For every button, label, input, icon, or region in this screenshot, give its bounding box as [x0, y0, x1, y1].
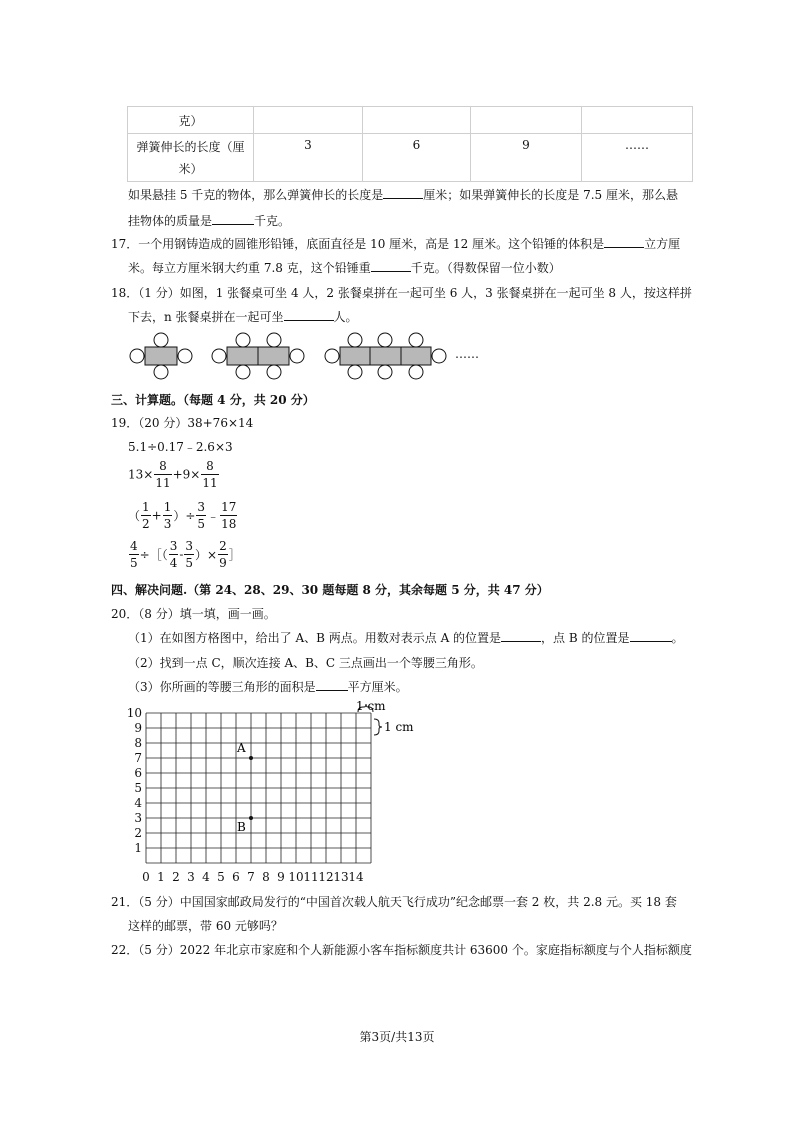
y-tick-label: 10 [126, 706, 142, 720]
chair-circle [378, 365, 392, 379]
chair-circle [290, 349, 304, 363]
unit-label-right: 1 cm [384, 720, 414, 734]
x-tick-label: 12 [318, 870, 334, 884]
fraction: $\frac{3}{5}$ [197, 500, 206, 531]
q17-line2: 米。每立方厘米钢大约重 7.8 克，这个铅锤重 千克。（得数保留一位小数） [128, 261, 561, 275]
point-b [249, 816, 253, 820]
table-rect [145, 347, 177, 365]
fraction: $\frac{4}{5}$ [130, 539, 138, 570]
y-tick-label: 2 [134, 826, 142, 840]
q16-line2: 挂物体的质量是 千克。 [128, 214, 291, 228]
y-tick-label: 8 [134, 736, 142, 750]
fraction: $\frac{8}{11}$ [155, 459, 171, 490]
fraction: $\frac{1}{2}$ [142, 500, 150, 531]
chair-circle [212, 349, 226, 363]
table-cell: 3 [254, 134, 363, 182]
chair-circle [178, 349, 192, 363]
chair-circle [432, 349, 446, 363]
y-tick-label: 3 [134, 811, 142, 825]
y-tick-label: 9 [134, 721, 142, 735]
point-a-label: A [237, 741, 246, 755]
q20-part3: （3）你所画的等腰三角形的面积是 平方厘米。 [128, 680, 408, 694]
chair-circle [348, 333, 362, 347]
q16-line1: 如果悬挂 5 千克的物体，那么弹簧伸长的长度是 厘米；如果弹簧伸长的长度是 7.5 厘米，那么悬 [128, 188, 678, 202]
table-cell: 克） [128, 107, 254, 134]
q18-line1: 18．（1 分）如图，1 张餐桌可坐 4 人，2 张餐桌拼在一起可坐 6 人，3 张餐桌拼在一起可坐 8 人，按这样拼 [111, 286, 692, 300]
spring-table [127, 106, 693, 182]
chair-circle [409, 365, 423, 379]
chair-circle [154, 333, 168, 347]
x-tick-label: 9 [277, 870, 285, 884]
table-rect [258, 347, 289, 365]
chair-circle [236, 365, 250, 379]
chair-circle [236, 333, 250, 347]
x-tick-label: 10 [288, 870, 304, 884]
table-rect [340, 347, 370, 365]
x-tick-label: 14 [348, 870, 364, 884]
chair-circle [378, 333, 392, 347]
y-tick-label: 1 [134, 841, 142, 855]
q20-part1: （1）在如图方格图中，给出了 A、B 两点。用数对表示点 A 的位置是 ，点 B 的位置是 。 [128, 631, 684, 645]
x-tick-label: 2 [172, 870, 180, 884]
chair-circle [348, 365, 362, 379]
answer-blank[interactable] [630, 630, 672, 642]
x-tick-label: 8 [262, 870, 270, 884]
x-tick-label: 6 [232, 870, 240, 884]
x-tick-label: 11 [303, 870, 319, 884]
q21-line1: 21．（5 分）中国国家邮政局发行的“中国首次载人航天飞行成功”纪念邮票一套 2 枚，共 2.8 元。买 18 套 [111, 895, 677, 909]
y-tick-label: 7 [134, 751, 142, 765]
q19-label: 19．（20 分）38+76×14 [111, 416, 254, 430]
coordinate-grid [118, 700, 428, 890]
x-tick-label: 5 [217, 870, 225, 884]
fraction: $\frac{1}{3}$ [163, 500, 172, 531]
chair-circle [325, 349, 339, 363]
table-cell: 9 [471, 134, 582, 182]
answer-blank[interactable] [212, 213, 254, 225]
answer-blank[interactable] [371, 260, 411, 272]
q17-line1: 17．一个用钢铸造成的圆锥形铅锤，底面直径是 10 厘米，高是 12 厘米。这个铅锤的体积是 立方厘 [111, 237, 681, 251]
fraction: $\frac{3}{4}$ [169, 539, 178, 570]
expression: $\frac{4}{5}$ ÷［（ $\frac{3}{4}$ - $\frac{3}{5}$ ）× $\frac{2}{9}$ ］ [130, 539, 241, 570]
table-row-label: 弹簧伸长的长度（厘 米） [128, 134, 254, 182]
table-cell [363, 107, 471, 134]
chair-circle [267, 333, 281, 347]
unit-label-top: 1 cm [356, 700, 386, 713]
q20-part2: （2）找到一点 C，顺次连接 A、B、C 三点画出一个等腰三角形。 [128, 656, 483, 670]
table-cell [471, 107, 582, 134]
table-cell: 6 [363, 134, 471, 182]
x-tick-label: 4 [202, 870, 210, 884]
y-tick-label: 4 [134, 796, 142, 810]
point-b-label: B [237, 820, 246, 834]
y-tick-label: 6 [134, 766, 142, 780]
table-rect [227, 347, 258, 365]
page-number: 第3页/共13页 [359, 1030, 435, 1044]
q20-label: 20．（8 分）填一填，画一画。 [111, 607, 276, 621]
table-cell: …… [582, 134, 693, 182]
y-tick-label: 5 [134, 781, 142, 795]
x-tick-label: 0 [142, 870, 150, 884]
section-title: 三、计算题。（每题 4 分，共 20 分） [111, 393, 315, 407]
chair-circle [267, 365, 281, 379]
chair-circle [130, 349, 144, 363]
expression: （ $\frac{1}{2}$ + $\frac{1}{3}$ ）÷ $\frac{3}{5}$ ﹣ $\frac{17}{18}$ [128, 500, 237, 531]
fraction: $\frac{17}{18}$ [221, 500, 237, 531]
expression: 5.1÷0.17﹣2.6×3 [128, 440, 233, 454]
table-cell [582, 107, 693, 134]
q18-line2: 下去，n 张餐桌拼在一起可坐 人。 [128, 310, 358, 324]
x-tick-label: 13 [333, 870, 349, 884]
chair-circle [409, 333, 423, 347]
chair-circle [154, 365, 168, 379]
fraction: $\frac{2}{9}$ [219, 539, 227, 570]
table-cell [254, 107, 363, 134]
ellipsis: …… [455, 347, 479, 361]
fraction: $\frac{3}{5}$ [185, 539, 194, 570]
answer-blank[interactable] [383, 187, 423, 199]
answer-blank[interactable] [604, 236, 644, 248]
table-rect [370, 347, 401, 365]
answer-blank[interactable] [316, 679, 348, 691]
q21-line2: 这样的邮票，带 60 元够吗？ [128, 919, 283, 933]
answer-blank[interactable] [501, 630, 541, 642]
x-tick-label: 1 [157, 870, 165, 884]
point-a [249, 756, 253, 760]
table-rect [401, 347, 431, 365]
x-tick-label: 3 [187, 870, 195, 884]
section-title: 四、解决问题.（第 24、28、29、30 题每题 8 分，其余每题 5 分，共 47 分） [111, 583, 549, 597]
answer-blank[interactable] [284, 309, 334, 321]
q22-line1: 22．（5 分）2022 年北京市家庭和个人新能源小客车指标额度共计 63600 个。家庭指标额度与个人指标额度 [111, 943, 692, 957]
fraction: $\frac{8}{11}$ [202, 459, 218, 490]
x-tick-label: 7 [247, 870, 255, 884]
expression: 13× $\frac{8}{11}$ +9× $\frac{8}{11}$ [128, 459, 218, 490]
unit-brace-right [374, 719, 382, 735]
